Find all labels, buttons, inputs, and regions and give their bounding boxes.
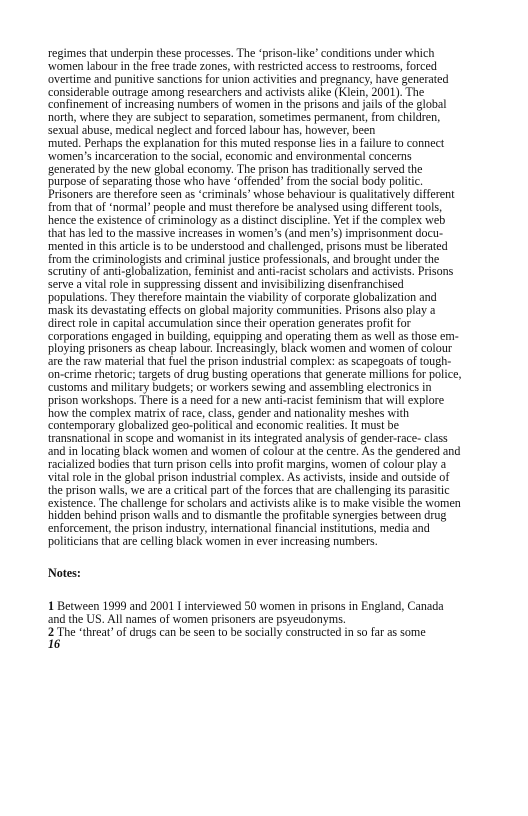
note-2-line: [48, 626, 506, 639]
body-line: on-crime rhetoric; targets of drug busting operations that generate millions for police,: [48, 367, 462, 382]
notes-list: [48, 600, 506, 651]
body-line: mented in this article is to be understood and challenged, prisons must be liberated: [48, 238, 448, 253]
body-line: from that of ‘normal’ people and must therefore be analysed using different tools,: [48, 200, 443, 215]
body-line: contemporary globalized geo-political and economic realities. It must be: [48, 418, 399, 433]
body-line: enforcement, the prison industry, international financial institutions, media and: [48, 521, 430, 536]
body-line: overtime and punitive sanctions for union activities and pregnancy, have generated: [48, 71, 449, 86]
body-line: the prison walls, we are a critical part of the forces that are challenging its parasitic: [48, 482, 450, 497]
body-line: racialized bodies that turn prison cells into profit margins, women of colour play a: [48, 457, 447, 471]
body-line: corporations engaged in building, equipping and operating them as well as those em-: [48, 328, 459, 343]
body-line: purpose of separating those who have ‘offended’ from the social body politic.: [48, 174, 424, 189]
note-number: 2: [48, 624, 55, 639]
body-line: are the raw material that fuel the prison industrial complex: as scapegoats of tough-: [48, 354, 452, 369]
body-line: transnational in scope and womanist in its integrated analysis of gender-race- class: [48, 431, 448, 446]
note-text: The ‘threat’ of drugs can be seen to be socially constructed in so far as some: [54, 624, 426, 639]
note-text: Between 1999 and 2001 I interviewed 50 women in prisons in England, Canada: [54, 598, 444, 613]
body-line: that has led to the massive increases in women’s (and men’s) imprisonment docu-: [48, 225, 443, 240]
body-line: populations. They therefore maintain the viability of corporate globalization and: [48, 290, 437, 305]
note-1-line: [48, 600, 506, 613]
body-line: ploying prisoners as cheap labour. Increasingly, black women and women of colour: [48, 341, 452, 356]
body-line: serve a vital role in suppressing dissent and invisibilizing disenfranchised: [48, 277, 404, 292]
body-line: mask its devastating effects on global majority communities. Prisons also play a: [48, 302, 436, 317]
body-line: prison workshops. There is a need for a new anti-racist feminism that will explore: [48, 392, 445, 407]
body-line: politicians that are celling black women in ever increasing numbers.: [48, 534, 378, 549]
body-line: existence. The challenge for scholars and activists alike is to make visible the women: [48, 495, 461, 510]
body-line: women labour in the free trade zones, with restricted access to restrooms, forced: [48, 58, 437, 73]
body-line: from the criminologists and criminal justice professionals, and brought under the: [48, 251, 440, 266]
body-line: regimes that underpin these processes. The ‘prison-like’ conditions under which: [48, 46, 435, 60]
body-line: women’s incarceration to the social, economic and environmental concerns: [48, 148, 412, 163]
body-line: confinement of increasing numbers of women in the prisons and jails of the global: [48, 97, 447, 112]
page-number: 16: [48, 637, 61, 652]
body-line: Prisoners are therefore seen as ‘criminals’ whose behaviour is qualitatively different: [48, 187, 455, 202]
body-line: sexual abuse, medical neglect and forced labour has, however, been: [48, 123, 376, 138]
body-line: and in locating black women and women of colour at the centre. As the gendered and: [48, 444, 461, 459]
body-line: how the complex matrix of race, class, gender and nationality meshes with: [48, 405, 410, 420]
body-line: generated by the new global economy. The prison has traditionally served the: [48, 161, 423, 176]
body-line: direct role in capital accumulation since their operation generates profit for: [48, 315, 411, 330]
note-number: 1: [48, 598, 55, 613]
body-line: considerable outrage among researchers and activists alike (Klein, 2001). The: [48, 84, 425, 99]
body-line: north, where they are subject to separation, sometimes permanent, from children,: [48, 110, 441, 125]
body-line: vital role in the global prison industrial complex. As activists, inside and outside of: [48, 469, 450, 484]
note-1-continuation: and the US. All names of women prisoners are psyeudonyms.: [48, 611, 346, 626]
notes-heading: Notes:: [48, 565, 81, 580]
document-page: [48, 47, 506, 651]
body-line: muted. Perhaps the explanation for this muted response lies in a failure to connect: [48, 135, 445, 150]
body-line: hence the existence of criminology as a distinct discipline. Yet if the complex web: [48, 212, 446, 227]
body-line: customs and military budgets; or workers sewing and assembling electronics in: [48, 379, 432, 394]
body-line: scrutiny of anti-globalization, feminist and anti-racist scholars and activists. Prisons: [48, 264, 454, 279]
body-line: hidden behind prison walls and to dismantle the profitable synergies between drug: [48, 508, 447, 523]
body-text: [48, 47, 506, 548]
